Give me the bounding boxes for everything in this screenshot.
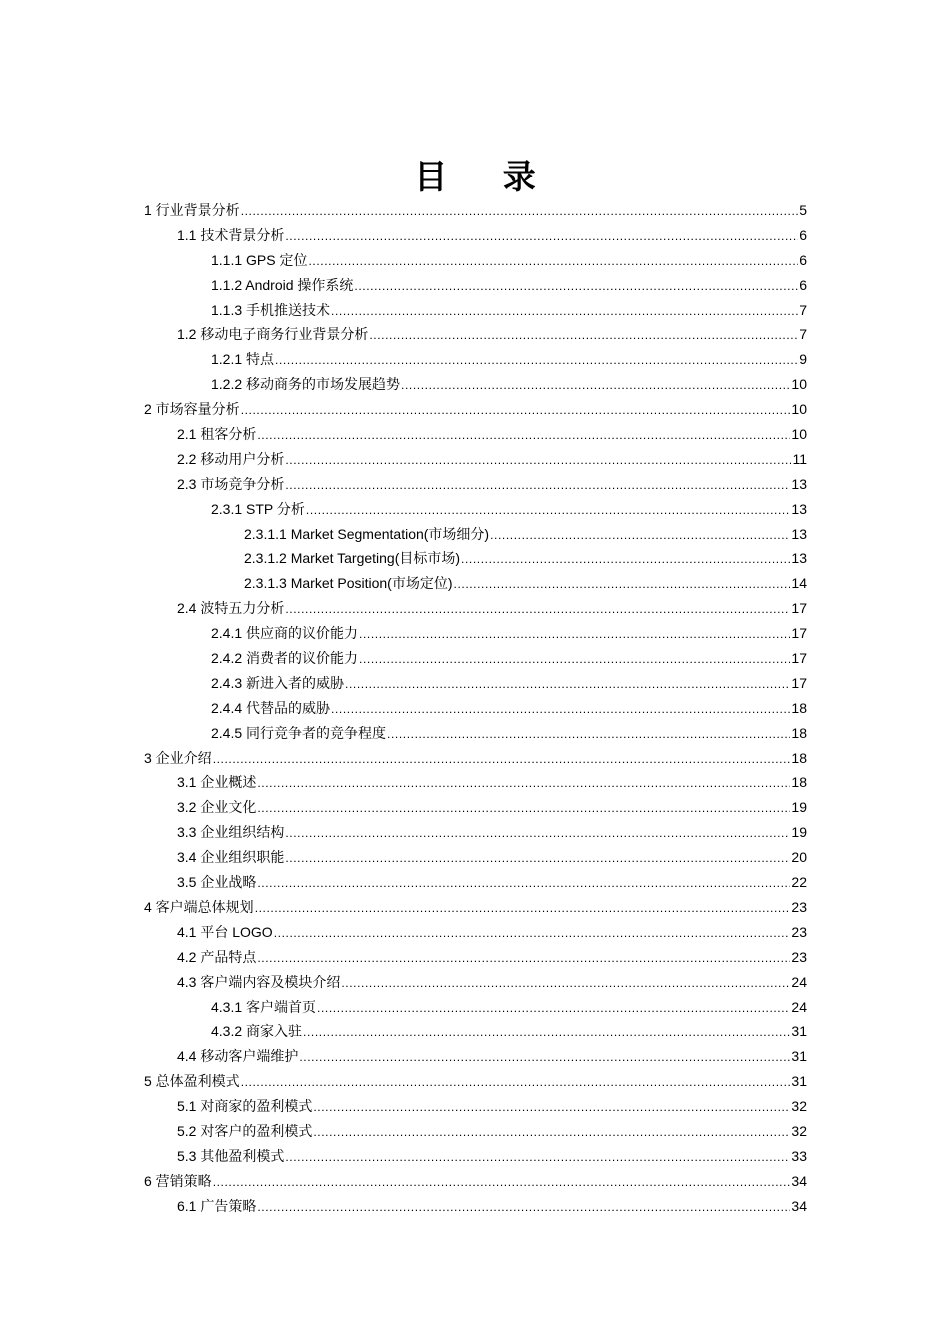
- toc-leader-dots: [257, 949, 790, 965]
- toc-leader-dots: [317, 999, 790, 1015]
- toc-entry[interactable]: [144, 524, 807, 549]
- toc-entry[interactable]: [144, 449, 807, 474]
- toc-entry-label: 5.3 其他盈利模式: [177, 1147, 285, 1164]
- toc-entry-label: 4.1 平台 LOGO: [177, 923, 273, 940]
- toc-entry-page-number: 24: [791, 973, 807, 990]
- toc-entry-label: 2.4 波特五力分析: [177, 600, 285, 617]
- toc-entry[interactable]: [144, 972, 807, 997]
- toc-leader-dots: [387, 725, 790, 741]
- toc-entry-label: 2.3.1 STP 分析: [211, 500, 305, 517]
- toc-leader-dots: [354, 277, 798, 293]
- toc-entry[interactable]: [144, 922, 807, 947]
- toc-entry-page-number: 18: [791, 749, 807, 766]
- toc-entry[interactable]: [144, 1146, 807, 1171]
- toc-entry[interactable]: [144, 947, 807, 972]
- toc-entry-page-number: 17: [791, 600, 807, 617]
- toc-entry-page-number: 32: [791, 1122, 807, 1139]
- toc-entry-label: 2.4.4 代替品的威胁: [211, 699, 331, 716]
- page-title: 目 录: [414, 157, 558, 196]
- toc-leader-dots: [308, 252, 798, 268]
- toc-entry[interactable]: [144, 797, 807, 822]
- toc-entry-page-number: 13: [791, 550, 807, 567]
- table-of-contents: [144, 200, 807, 1221]
- toc-leader-dots: [255, 899, 791, 915]
- toc-entry[interactable]: [144, 872, 807, 897]
- toc-entry-page-number: 13: [791, 500, 807, 517]
- toc-leader-dots: [313, 1098, 790, 1114]
- toc-leader-dots: [306, 501, 791, 517]
- toc-entry-page-number: 9: [799, 351, 807, 368]
- toc-entry-label: 2.4.5 同行竞争者的竞争程度: [211, 724, 387, 741]
- toc-entry[interactable]: [144, 275, 807, 300]
- toc-entry-page-number: 20: [791, 849, 807, 866]
- toc-entry-label: 2.2 移动用户分析: [177, 450, 285, 467]
- toc-entry-page-number: 11: [792, 450, 807, 467]
- toc-entry[interactable]: [144, 748, 807, 773]
- toc-entry-page-number: 31: [791, 1073, 807, 1090]
- toc-leader-dots: [359, 650, 790, 666]
- toc-entry[interactable]: [144, 349, 807, 374]
- toc-entry-page-number: 6: [799, 276, 807, 293]
- toc-leader-dots: [257, 774, 790, 790]
- toc-entry[interactable]: [144, 1171, 807, 1196]
- toc-entry[interactable]: [144, 374, 807, 399]
- toc-entry-page-number: 34: [791, 1172, 807, 1189]
- toc-entry[interactable]: [144, 598, 807, 623]
- toc-leader-dots: [345, 675, 790, 691]
- toc-entry[interactable]: [144, 847, 807, 872]
- toc-entry-page-number: 7: [799, 301, 807, 318]
- toc-leader-dots: [285, 600, 790, 616]
- toc-leader-dots: [331, 302, 798, 318]
- toc-leader-dots: [313, 1123, 790, 1139]
- toc-entry-label: 3.2 企业文化: [177, 799, 257, 816]
- toc-entry-label: 5.1 对商家的盈利模式: [177, 1098, 313, 1115]
- toc-entry-label: 4.4 移动客户端维护: [177, 1048, 299, 1065]
- toc-entry-page-number: 17: [791, 625, 807, 642]
- toc-entry[interactable]: [144, 573, 807, 598]
- toc-entry-page-number: 14: [791, 575, 807, 592]
- toc-entry-page-number: 31: [791, 1048, 807, 1065]
- toc-entry[interactable]: [144, 548, 807, 573]
- toc-entry-page-number: 13: [791, 525, 807, 542]
- toc-entry-page-number: 33: [791, 1147, 807, 1164]
- toc-entry[interactable]: [144, 1096, 807, 1121]
- toc-leader-dots: [341, 974, 790, 990]
- toc-entry-label: 4 客户端总体规划: [144, 898, 254, 915]
- toc-entry[interactable]: [144, 822, 807, 847]
- toc-entry[interactable]: [144, 1071, 807, 1096]
- toc-entry[interactable]: [144, 1046, 807, 1071]
- toc-entry-page-number: 23: [791, 898, 807, 915]
- toc-leader-dots: [257, 1198, 790, 1214]
- toc-entry-label: 3 企业介绍: [144, 749, 212, 766]
- toc-entry[interactable]: [144, 1021, 807, 1046]
- toc-leader-dots: [490, 526, 790, 542]
- toc-entry[interactable]: [144, 1196, 807, 1221]
- toc-entry-page-number: 19: [791, 799, 807, 816]
- toc-leader-dots: [213, 1173, 791, 1189]
- toc-entry-label: 2.3.1.1 Market Segmentation(市场细分): [244, 525, 490, 542]
- toc-leader-dots: [401, 376, 790, 392]
- toc-entry-page-number: 34: [791, 1197, 807, 1214]
- toc-entry-label: 2.3.1.2 Market Targeting(目标市场): [244, 550, 461, 567]
- toc-entry[interactable]: [144, 225, 807, 250]
- toc-entry-page-number: 17: [791, 674, 807, 691]
- toc-entry[interactable]: [144, 499, 807, 524]
- toc-entry[interactable]: [144, 200, 807, 225]
- toc-leader-dots: [285, 227, 798, 243]
- toc-entry-label: 1.2.2 移动商务的市场发展趋势: [211, 376, 401, 393]
- toc-entry-label: 1.1.2 Android 操作系统: [211, 276, 354, 293]
- toc-entry-label: 1.2.1 特点: [211, 351, 275, 368]
- toc-entry-page-number: 22: [791, 874, 807, 891]
- toc-leader-dots: [331, 700, 790, 716]
- toc-entry-page-number: 6: [799, 251, 807, 268]
- toc-leader-dots: [285, 824, 790, 840]
- toc-entry-page-number: 23: [791, 948, 807, 965]
- toc-leader-dots: [359, 625, 790, 641]
- toc-entry-label: 3.1 企业概述: [177, 774, 257, 791]
- toc-entry[interactable]: [144, 673, 807, 698]
- toc-entry[interactable]: [144, 399, 807, 424]
- toc-entry[interactable]: [144, 997, 807, 1022]
- toc-entry[interactable]: [144, 698, 807, 723]
- toc-entry-label: 3.5 企业战略: [177, 874, 257, 891]
- toc-entry-page-number: 5: [799, 202, 807, 218]
- toc-leader-dots: [285, 849, 790, 865]
- toc-leader-dots: [241, 1073, 791, 1089]
- toc-entry-label: 1 行业背景分析: [144, 202, 240, 218]
- toc-entry-page-number: 23: [791, 923, 807, 940]
- toc-entry-page-number: 31: [791, 1023, 807, 1040]
- toc-entry-label: 2.1 租客分析: [177, 426, 257, 443]
- toc-leader-dots: [299, 1048, 790, 1064]
- toc-entry-label: 4.3.2 商家入驻: [211, 1023, 303, 1040]
- toc-entry-page-number: 17: [791, 650, 807, 667]
- toc-leader-dots: [213, 750, 791, 766]
- toc-entry[interactable]: [144, 250, 807, 275]
- toc-entry[interactable]: [144, 897, 807, 922]
- toc-leader-dots: [285, 451, 791, 467]
- toc-leader-dots: [257, 799, 790, 815]
- toc-entry-label: 5.2 对客户的盈利模式: [177, 1122, 313, 1139]
- toc-leader-dots: [257, 426, 790, 442]
- toc-entry-page-number: 18: [791, 699, 807, 716]
- toc-entry-label: 4.3 客户端内容及模块介绍: [177, 973, 341, 990]
- toc-entry-label: 2.4.1 供应商的议价能力: [211, 625, 359, 642]
- toc-entry[interactable]: [144, 623, 807, 648]
- toc-entry-page-number: 19: [791, 824, 807, 841]
- toc-entry-label: 5 总体盈利模式: [144, 1073, 240, 1090]
- toc-entry-page-number: 18: [791, 724, 807, 741]
- toc-entry-page-number: 10: [791, 426, 807, 443]
- toc-entry-label: 2.4.2 消费者的议价能力: [211, 650, 359, 667]
- toc-leader-dots: [241, 202, 799, 218]
- toc-entry-label: 6.1 广告策略: [177, 1197, 257, 1214]
- toc-entry-page-number: 32: [791, 1098, 807, 1115]
- toc-entry-page-number: 6: [799, 226, 807, 243]
- toc-entry-label: 2.4.3 新进入者的威胁: [211, 674, 345, 691]
- toc-entry[interactable]: [144, 474, 807, 499]
- toc-entry-label: 4.2 产品特点: [177, 948, 257, 965]
- toc-entry-label: 2.3.1.3 Market Position(市场定位): [244, 575, 453, 592]
- toc-entry-label: 4.3.1 客户端首页: [211, 998, 317, 1015]
- toc-entry-page-number: 24: [791, 998, 807, 1015]
- toc-entry-label: 2.3 市场竞争分析: [177, 475, 285, 492]
- toc-entry[interactable]: [144, 424, 807, 449]
- toc-entry-page-number: 18: [791, 774, 807, 791]
- toc-entry-label: 1.1.1 GPS 定位: [211, 251, 308, 268]
- toc-leader-dots: [285, 1148, 790, 1164]
- toc-entry-label: 1.1.3 手机推送技术: [211, 301, 331, 318]
- toc-entry-label: 3.3 企业组织结构: [177, 824, 285, 841]
- toc-entry-page-number: 10: [791, 376, 807, 393]
- toc-entry-label: 1.1 技术背景分析: [177, 226, 285, 243]
- toc-entry[interactable]: [144, 772, 807, 797]
- toc-leader-dots: [257, 874, 790, 890]
- toc-entry-label: 2 市场容量分析: [144, 401, 240, 418]
- toc-entry-page-number: 7: [799, 326, 807, 343]
- toc-leader-dots: [461, 550, 790, 566]
- toc-entry-page-number: 13: [791, 475, 807, 492]
- toc-entry[interactable]: [144, 723, 807, 748]
- toc-entry-page-number: 10: [791, 401, 807, 418]
- toc-entry[interactable]: [144, 648, 807, 673]
- toc-entry-label: 1.2 移动电子商务行业背景分析: [177, 326, 369, 343]
- toc-entry[interactable]: [144, 300, 807, 325]
- toc-entry-label: 3.4 企业组织职能: [177, 849, 285, 866]
- toc-leader-dots: [303, 1023, 790, 1039]
- toc-leader-dots: [285, 476, 790, 492]
- toc-entry[interactable]: [144, 1121, 807, 1146]
- toc-leader-dots: [275, 351, 798, 367]
- toc-entry-label: 6 营销策略: [144, 1172, 212, 1189]
- toc-entry[interactable]: [144, 324, 807, 349]
- toc-leader-dots: [454, 575, 791, 591]
- toc-leader-dots: [274, 924, 791, 940]
- toc-leader-dots: [369, 326, 798, 342]
- toc-leader-dots: [241, 401, 791, 417]
